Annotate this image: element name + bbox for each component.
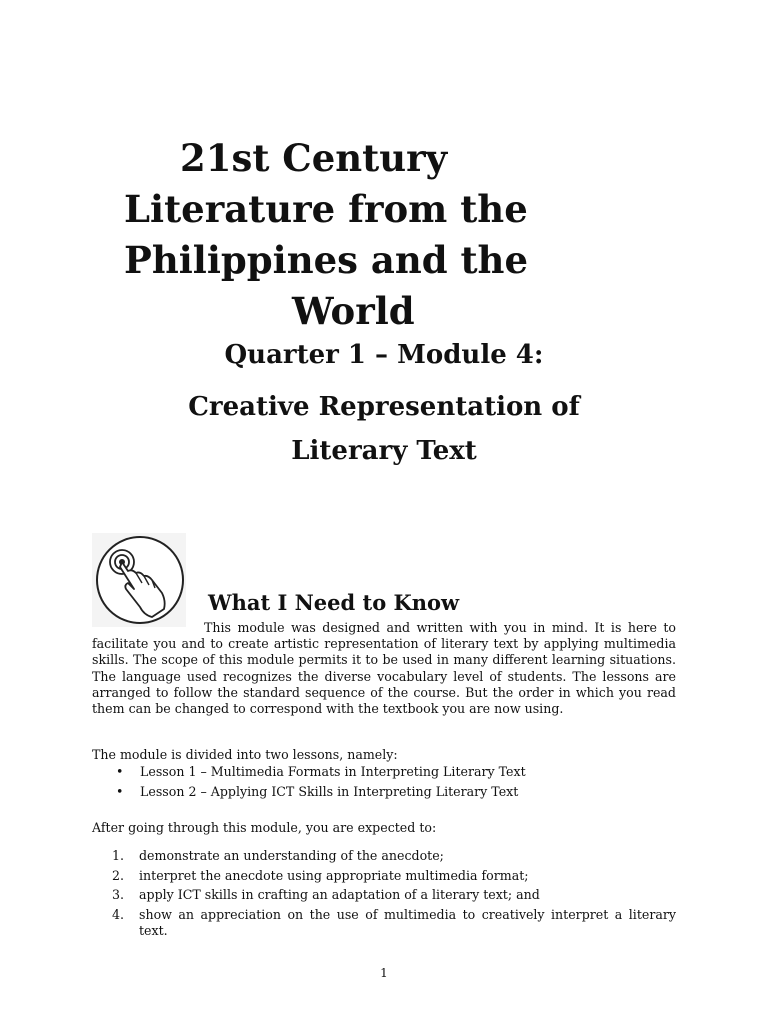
list-number: 3. (112, 887, 125, 903)
objectives-intro: After going through this module, you are expected to: (92, 820, 437, 835)
section-heading: What I Need to Know (208, 590, 460, 615)
page-number: 1 (380, 966, 388, 980)
list-number: 4. (112, 907, 125, 923)
module-title (124, 133, 644, 337)
quarter-module-text: Quarter 1 – Module 4: (224, 340, 544, 370)
list-item: • Lesson 2 – Applying ICT Skills in Interpreting Literary Text (112, 784, 672, 804)
list-text: demonstrate an understanding of the anecdote; (139, 848, 444, 863)
list-text: show an appreciation on the use of multimedia to creatively interpret a literary text. (139, 907, 676, 939)
title-line-4: World (292, 289, 415, 333)
title-line-1: 21st Century (180, 136, 448, 180)
objectives-list (112, 848, 676, 943)
list-number: 2. (112, 867, 125, 883)
lessons-intro: The module is divided into two lessons, namely: (92, 747, 398, 762)
subtitle-line-1: Creative Representation of (188, 392, 580, 422)
lessons-list (112, 764, 672, 804)
intro-paragraph-text: This module was designed and written with you in mind. It is here to facilitate you and to create artistic representation of literary text by applying multimedia skills. The scope of this module permits it to be used in many different learning situations. The language used recognizes the diverse vocabulary level of students. The lessons are arranged to follow the standard sequence of the course. But the order in which you read them can be changed to correspond with the textbook you are now using. (92, 620, 676, 717)
subtitle-line-2: Literary Text (291, 436, 477, 466)
list-item (112, 887, 676, 903)
list-text: apply ICT skills in crafting an adaptation of a literary text; and (139, 887, 540, 903)
list-item: • Lesson 1 – Multimedia Formats in Interpreting Literary Text (112, 764, 672, 784)
quarter-module-label (0, 340, 768, 370)
list-item (112, 868, 676, 884)
list-number: 1. (112, 848, 125, 863)
intro-paragraph (92, 620, 676, 717)
module-subtitle (0, 385, 768, 473)
list-item (112, 907, 676, 939)
touch-hand-icon (92, 533, 186, 627)
title-line-2: Literature from the (124, 187, 528, 231)
list-text: interpret the anecdote using appropriate multimedia format; (139, 867, 529, 883)
module-title-block (0, 133, 768, 337)
list-item (112, 848, 676, 864)
title-line-3: Philippines and the (124, 238, 529, 282)
